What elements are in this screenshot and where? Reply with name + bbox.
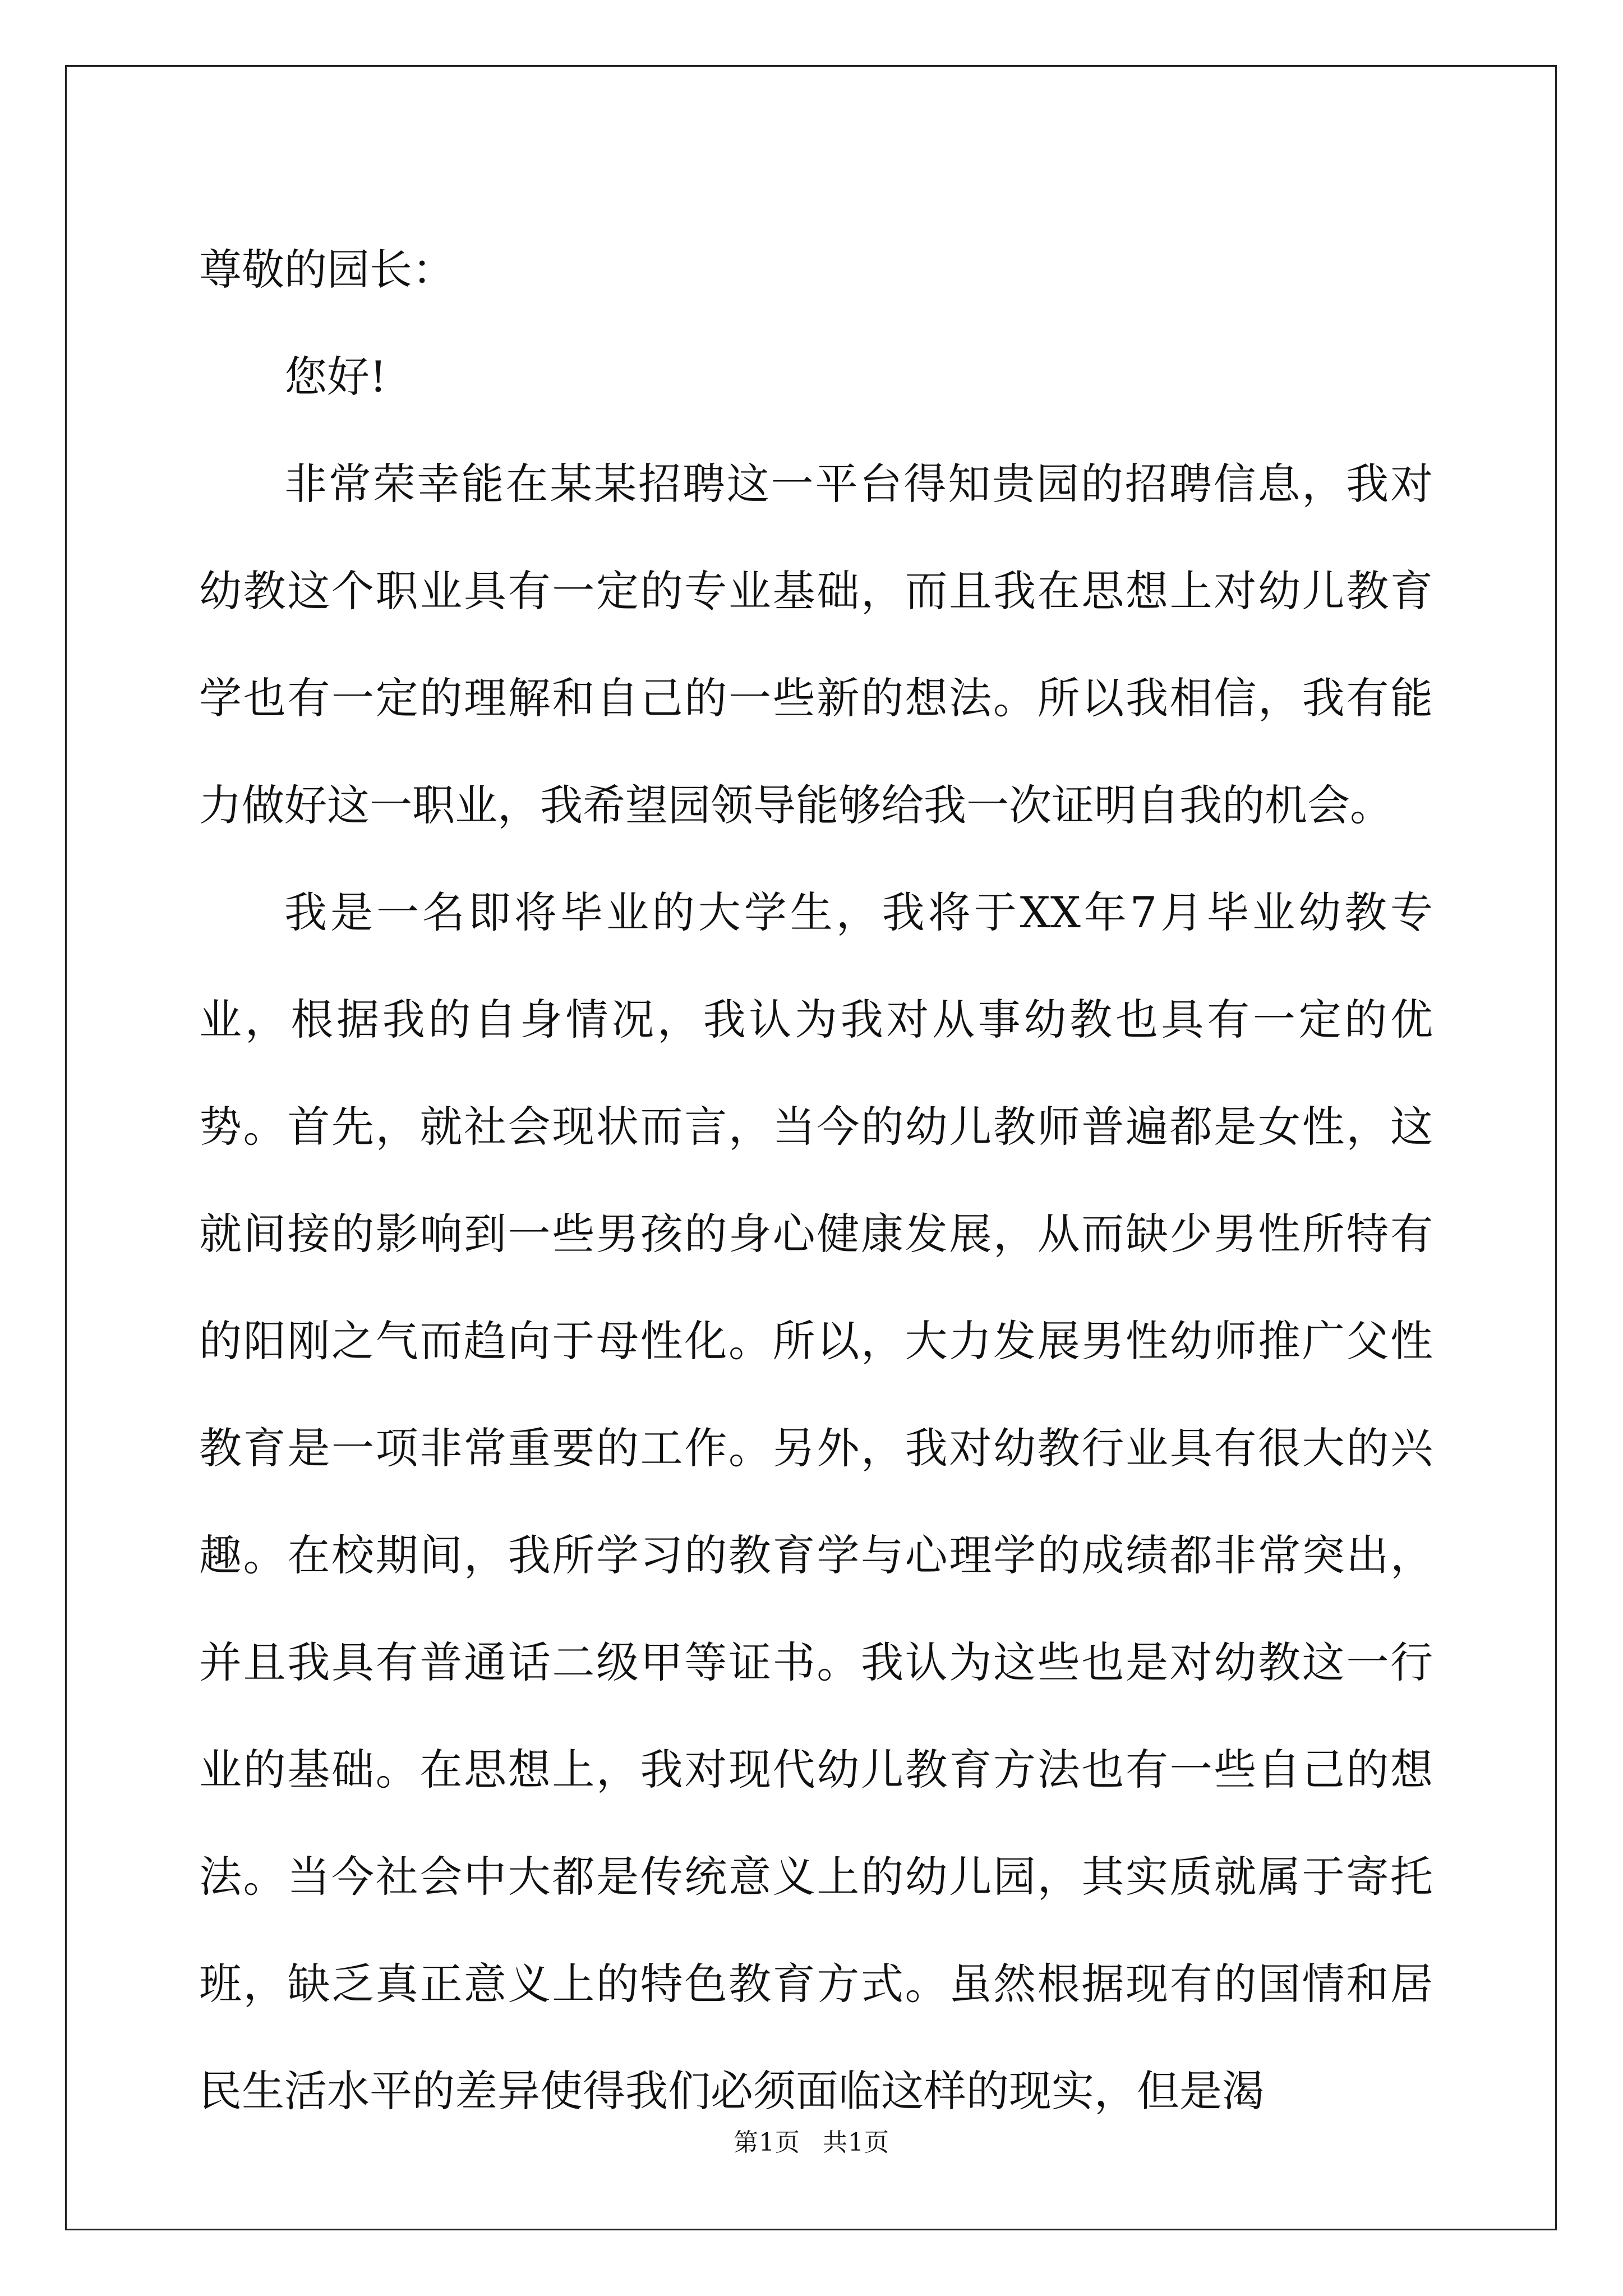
paragraph-intro: 非常荣幸能在某某招聘这一平台得知贵园的招聘信息，我对幼教这个职业具有一定的专业基础，而且我在思想上对幼儿教育学也有一定的理解和自己的一些新的想法。所以我相信，我有能力做好这一职业，我希望园领导能够给我一次证明自我的机会。 (199, 459, 1433, 830)
page-number-total: 共1页 (823, 2128, 889, 2157)
paragraph-self-introduction: 我是一名即将毕业的大学生，我将于XX年7月毕业幼教专业，根据我的自身情况，我认为我对从事幼教也具有一定的优势。首先，就社会现状而言，当今的幼儿教师普遍都是女性，这就间接的影响到一些男孩的身心健康发展，从而缺少男性所特有的阳刚之气而趋向于母性化。所以，大力发展男性幼师推广父性教育是一项非常重要的工作。另外，我对幼教行业具有很大的兴趣。在校期间，我所学习的教育学与心理学的成绩都非常突出，并且我具有普通话二级甲等证书。我认为这些也是对幼教这一行业的基础。在思想上，我对现代幼儿教育方法也有一些自己的想法。当今社会中大都是传统意义上的幼儿园，其实质就属于寄托班，缺乏真正意义上的特色教育方式。虽然根据现有的国情和居民生活水平的差异使得我们必须面临这样的现实，但是渴 (199, 887, 1433, 2116)
salutation: 尊敬的园长： (199, 245, 455, 295)
letter-body (199, 216, 1433, 2145)
page-footer (0, 2126, 1623, 2160)
page-number-current: 第1页 (734, 2128, 800, 2157)
greeting: 您好! (284, 352, 387, 402)
